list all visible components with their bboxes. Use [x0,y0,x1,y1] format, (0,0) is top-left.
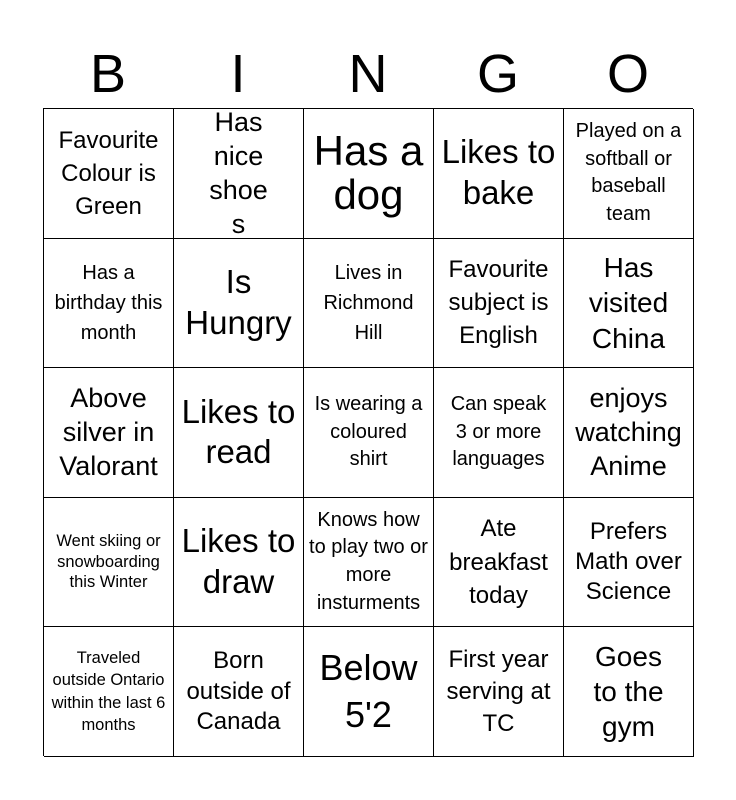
bingo-cell-r1-c3[interactable] [434,239,564,369]
header-letter-o: O [606,44,649,104]
bingo-cell-text: Has visited China [588,251,669,354]
header-letter-g: G [476,44,519,104]
bingo-cell-r2-c2[interactable] [304,368,434,498]
bingo-cell-text: Likes to draw [181,522,296,601]
bingo-cell-text: Can speak 3 or more languages [450,393,547,471]
header-letter-i: I [230,44,246,104]
bingo-cell-text: First year serving at TC [446,646,551,737]
bingo-cell-text: Is wearing a coloured shirt [314,393,423,471]
bingo-cell-r1-c2[interactable] [304,239,434,369]
bingo-cell-r0-c2[interactable] [304,109,434,239]
bingo-cell-r3-c4[interactable] [564,498,694,628]
bingo-cell-text: Above silver in Valorant [59,383,158,482]
bingo-cell-text: Has nice shoes [209,109,268,239]
bingo-cell-r2-c3[interactable] [434,368,564,498]
bingo-cell-r3-c1[interactable] [174,498,304,628]
bingo-cell-text: Has a dog [313,127,424,219]
bingo-cell-text: Prefers Math over Science [575,517,682,606]
bingo-cell-text: Ate breakfast today [449,515,548,609]
bingo-cell-r0-c3[interactable] [434,109,564,239]
bingo-cell-r4-c3[interactable] [434,627,564,757]
bingo-cell-r2-c0[interactable] [44,368,174,498]
bingo-cell-text: Traveled outside Ontario within the last 6 months [51,648,166,735]
bingo-cell-r1-c4[interactable] [564,239,694,369]
bingo-cell-text: Has a birthday this month [54,261,163,344]
bingo-cell-text: Born outside of Canada [186,647,291,735]
bingo-cell-r4-c0[interactable] [44,627,174,757]
bingo-cell-r4-c1[interactable] [174,627,304,757]
bingo-cell-text: Played on a softball or baseball team [575,120,682,225]
bingo-cell-r0-c4[interactable] [564,109,694,239]
bingo-cell-text: Likes to read [181,392,296,471]
header-letter-n: N [348,44,388,104]
bingo-cell-r0-c0[interactable] [44,109,174,239]
bingo-cell-text: Favourite Colour is Green [58,126,159,220]
bingo-cell-text: Knows how to play two or more insturments [309,508,428,614]
bingo-cell-text: Likes to bake [441,133,556,212]
bingo-cell-text: Below 5'2 [319,646,418,735]
bingo-board [43,108,693,756]
bingo-cell-text: Lives in Richmond Hill [323,261,414,344]
bingo-cell-r2-c4[interactable] [564,368,694,498]
bingo-cell-r0-c1[interactable] [174,109,304,239]
bingo-cell-r1-c1[interactable] [174,239,304,369]
bingo-cell-text: Is Hungry [185,262,292,341]
bingo-cell-r3-c3[interactable] [434,498,564,628]
bingo-cell-text: Favourite subject is English [448,256,549,350]
bingo-cell-text: enjoys watching Anime [575,383,682,482]
bingo-cell-r4-c2[interactable] [304,627,434,757]
bingo-header [43,40,693,108]
bingo-cell-r1-c0[interactable] [44,239,174,369]
bingo-cell-r3-c0[interactable] [44,498,174,628]
bingo-cell-r3-c2[interactable] [304,498,434,628]
bingo-cell-r4-c4[interactable] [564,627,694,757]
header-letter-b: B [89,44,127,104]
bingo-cell-text: Went skiing or snowboarding this Winter [56,531,161,592]
bingo-cell-text: Goes to the gym [593,640,664,743]
bingo-cell-r2-c1[interactable] [174,368,304,498]
